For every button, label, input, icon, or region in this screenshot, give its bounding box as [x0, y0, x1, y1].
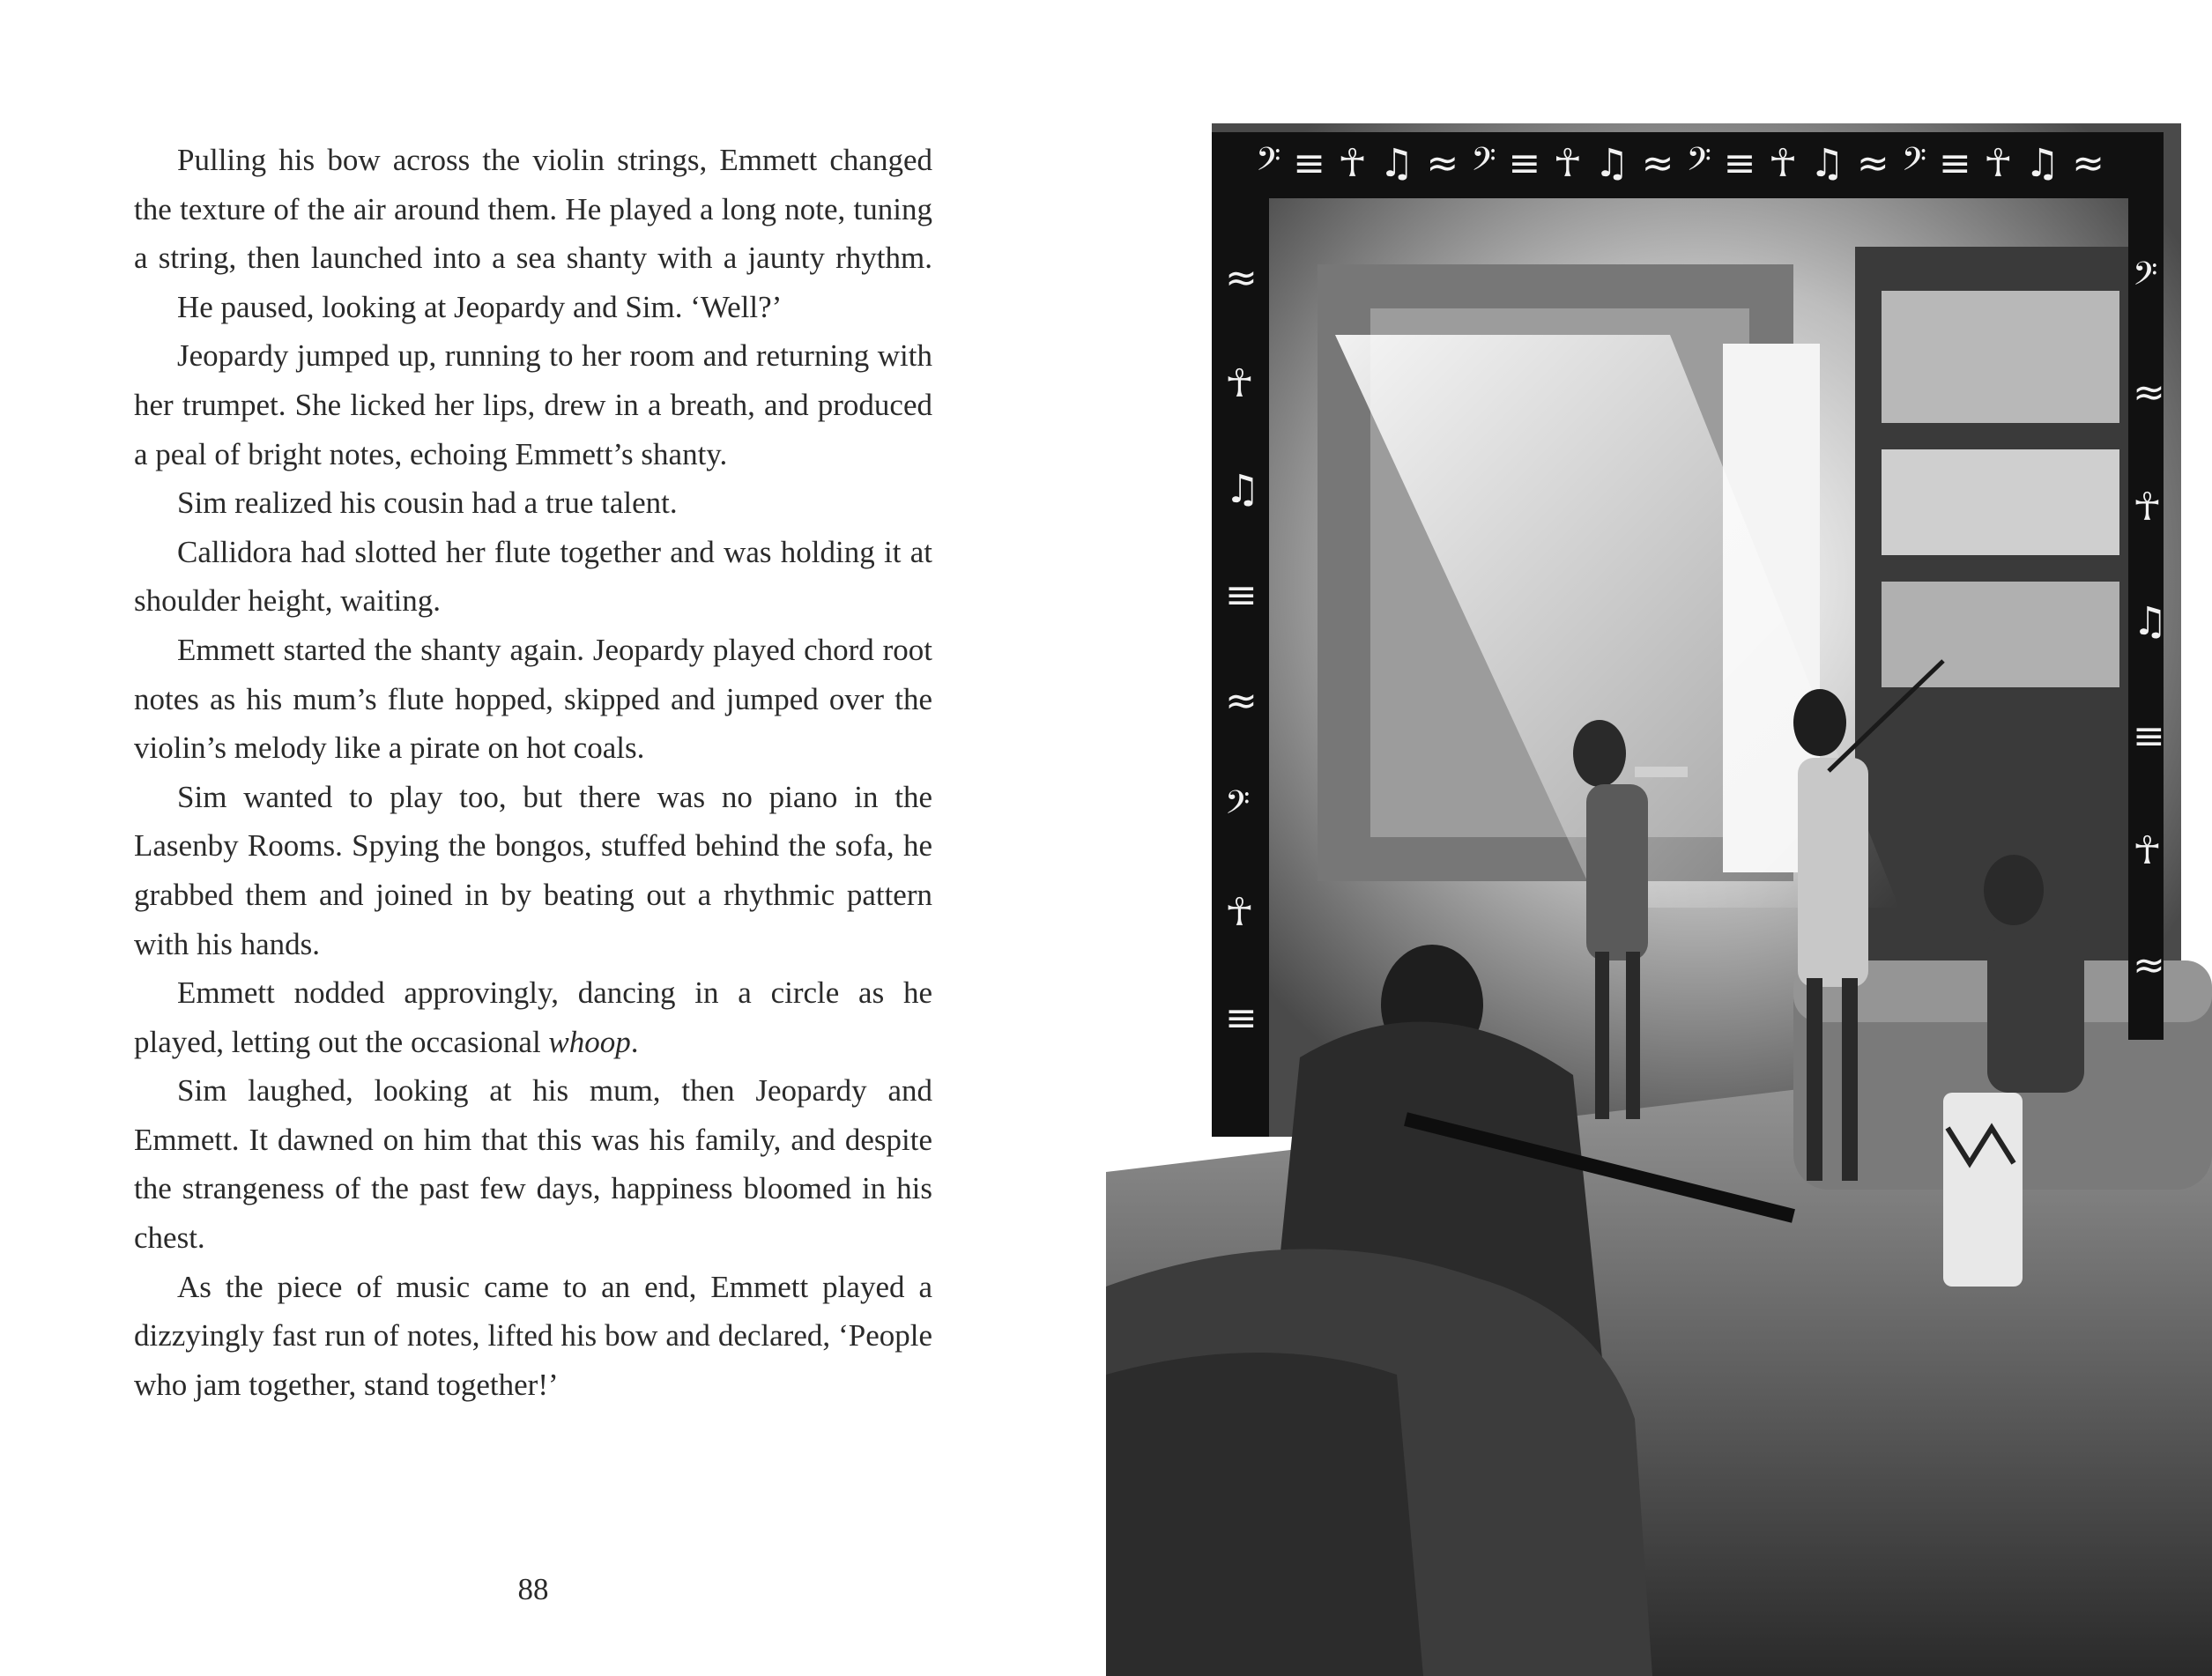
frame-glyph-col-left: ≈ [1225, 256, 1258, 300]
frame-glyph: ≡ [1225, 996, 1258, 1041]
body-text [134, 136, 932, 1409]
frame-glyph: ≈ [1225, 679, 1258, 723]
bongo-drum [1943, 1093, 2023, 1287]
paragraph: Pulling his bow across the violin strings, Emmett changed the texture of the air around them. He played a long note, tuning a string, then launched into a sea shanty with a jaunty rhythm. [134, 143, 932, 276]
frame-glyph: ≈ [2133, 943, 2165, 988]
frame-glyph: ☥ [1225, 361, 1254, 406]
paragraph: Callidora had slotted her flute together and was holding it at shoulder height, waiting. [134, 534, 932, 619]
paragraph: Jeopardy jumped up, running to her room and returning with her trumpet. She licked her lips, drew in a breath, and produced a peal of bright notes, echoing Emmett’s shanty. [134, 338, 932, 471]
frame-glyph: ☥ [1225, 890, 1254, 935]
paragraph-text-end: . [630, 1024, 639, 1059]
paragraph: Sim laughed, looking at his mum, then Jeopardy and Emmett. It dawned on him that this was his family, and despite the strangeness of the past few days, happiness bloomed in his chest. [134, 1073, 932, 1256]
frame-glyph: ≈ [2133, 370, 2165, 415]
page-number: 88 [517, 1572, 549, 1606]
frame-glyph: ≡ [1225, 573, 1258, 618]
paragraph-text: Emmett nodded approvingly, dancing in a circle as he played, letting out the occasional [134, 975, 932, 1059]
frame-glyph: ☥ [2133, 828, 2162, 873]
paragraph: Emmett started the shanty again. Jeopardy played chord root notes as his mum’s flute hopped, skipped and jumped over the violin’s melody like a pirate on hot coals. [134, 632, 932, 766]
trumpet-icon [1635, 767, 1688, 777]
frame-glyph: 𝄢 [2133, 256, 2158, 300]
frame-glyph-row-top: 𝄢 ≡ ☥ ♫ ≈ 𝄢 ≡ ☥ ♫ ≈ 𝄢 ≡ ☥ ♫ ≈ 𝄢 ≡ ☥ ♫ ≈ [1256, 141, 2104, 186]
frame-glyph: ☥ [2133, 485, 2162, 530]
frame-glyph: ≡ [2133, 714, 2165, 759]
paragraph: He paused, looking at Jeopardy and Sim. ‘Well?’ [177, 289, 783, 324]
paragraph: Sim wanted to play too, but there was no piano in the Lasenby Rooms. Spying the bongos, stuffed behind the sofa, he grabbed them and joined in by beating out a rhythmic pattern with his hands. [134, 779, 932, 961]
illustration-art [1106, 115, 2212, 1676]
frame-glyph: ♫ [2133, 599, 2168, 644]
frame-glyph: 𝄢 [1225, 784, 1251, 829]
italic-word: whoop [548, 1024, 631, 1059]
frame-glyph: ♫ [1225, 467, 1260, 512]
illustration [1106, 115, 2212, 1676]
paragraph: As the piece of music came to an end, Emmett played a dizzyingly fast run of notes, lifted his bow and declared, ‘People who jam together, stand together!’ [134, 1269, 932, 1402]
paragraph [134, 968, 932, 1066]
paragraph: Sim realized his cousin had a true talent. [177, 486, 678, 521]
